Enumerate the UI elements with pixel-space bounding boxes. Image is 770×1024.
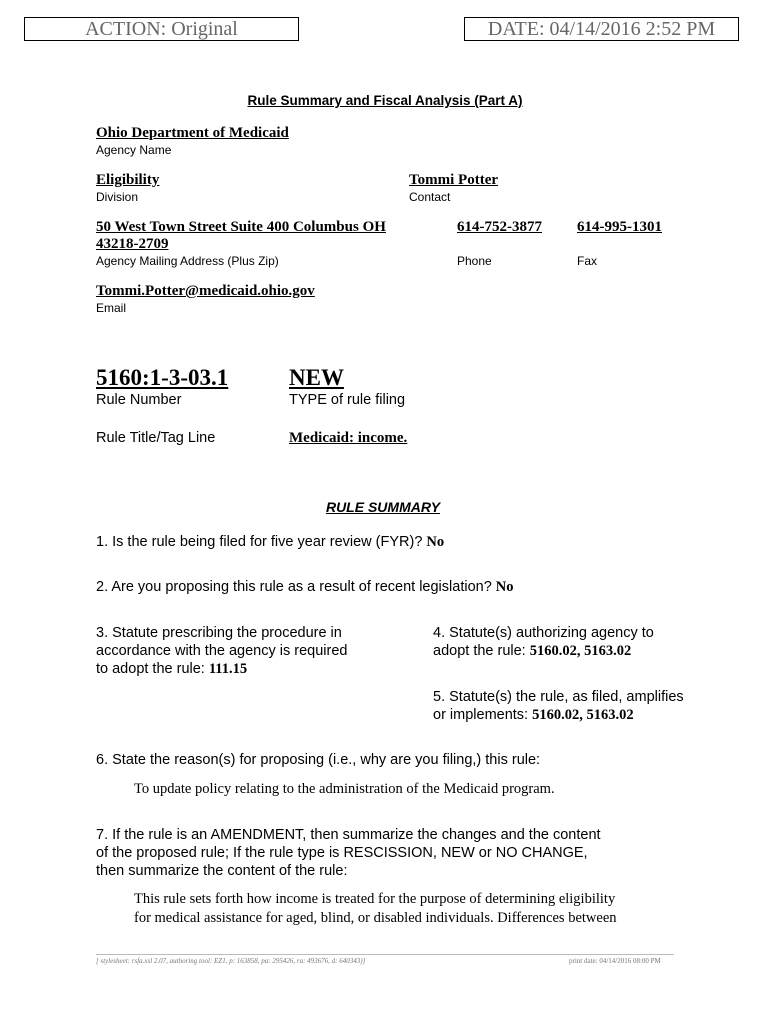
question-5-line2: or implements: xyxy=(433,707,529,723)
question-4 xyxy=(433,624,654,660)
agency-name-value: Ohio Department of Medicaid xyxy=(96,125,289,141)
answer-6: To update policy relating to the administration of the Medicaid program. xyxy=(134,781,555,797)
rule-summary-heading: RULE SUMMARY xyxy=(325,499,441,515)
answer-7-line1: This rule sets forth how income is treated for the purpose of determining eligibility xyxy=(134,891,616,907)
action-text: ACTION: Original xyxy=(85,18,238,40)
footer-left: [ stylesheet: rsfa.xsl 2.07, authoring tool: EZ1, p: 163858, pa: 295426, ra: 493676, d: 640343)] xyxy=(96,957,366,965)
agency-name-label: Agency Name xyxy=(96,143,172,157)
question-4-line2: adopt the rule: xyxy=(433,643,526,659)
rule-type-label: TYPE of rule filing xyxy=(289,392,406,408)
answer-4: 5160.02, 5163.02 xyxy=(529,643,632,659)
rule-title-label: Rule Title/Tag Line xyxy=(96,430,216,446)
answer-2: No xyxy=(495,579,514,595)
answer-3: 111.15 xyxy=(208,661,248,677)
fax-label: Fax xyxy=(577,254,598,268)
email-value: Tommi.Potter@medicaid.ohio.gov xyxy=(96,283,315,299)
question-5 xyxy=(433,688,684,724)
action-box xyxy=(24,17,299,41)
date-box xyxy=(464,17,739,41)
rule-type-value: NEW xyxy=(289,365,344,390)
question-3 xyxy=(96,624,347,678)
question-3-line3: to adopt the rule: xyxy=(96,661,205,677)
question-2-text: 2. Are you proposing this rule as a result of recent legislation? xyxy=(96,579,492,595)
answer-7-line2: for medical assistance for aged, blind, or disabled individuals. Differences between xyxy=(134,910,617,926)
question-7-line2: of the proposed rule; If the rule type is RESCISSION, NEW or NO CHANGE, xyxy=(96,845,588,861)
division-value: Eligibility xyxy=(96,172,160,188)
question-2 xyxy=(96,578,514,596)
contact-value: Tommi Potter xyxy=(409,172,499,188)
question-5-line1: 5. Statute(s) the rule, as filed, amplifies xyxy=(433,689,684,705)
fax-value: 614-995-1301 xyxy=(577,219,662,235)
answer-7 xyxy=(134,890,617,928)
question-6: 6. State the reason(s) for proposing (i.e., why are you filing,) this rule: xyxy=(96,752,541,768)
footer-right: print date: 04/14/2016 08:00 PM xyxy=(569,957,661,965)
date-text: DATE: 04/14/2016 2:52 PM xyxy=(487,18,716,40)
address-label: Agency Mailing Address (Plus Zip) xyxy=(96,254,279,268)
question-1 xyxy=(96,533,444,551)
question-3-line1: 3. Statute prescribing the procedure in xyxy=(96,625,342,641)
answer-1: No xyxy=(426,534,445,550)
question-7-line1: 7. If the rule is an AMENDMENT, then summarize the changes and the content xyxy=(96,827,601,843)
email-label: Email xyxy=(96,301,127,315)
phone-label: Phone xyxy=(457,254,492,268)
division-label: Division xyxy=(96,190,139,204)
address-line1: 50 West Town Street Suite 400 Columbus OH xyxy=(96,219,386,235)
rule-number-value: 5160:1-3-03.1 xyxy=(96,365,229,390)
page-title: Rule Summary and Fiscal Analysis (Part A) xyxy=(247,93,523,108)
phone-value: 614-752-3877 xyxy=(457,219,542,235)
question-4-line1: 4. Statute(s) authorizing agency to xyxy=(433,625,654,641)
question-7-line3: then summarize the content of the rule: xyxy=(96,863,348,879)
question-7 xyxy=(96,826,601,880)
footer-rule xyxy=(96,954,674,955)
address-line2: 43218-2709 xyxy=(96,236,169,252)
answer-5: 5160.02, 5163.02 xyxy=(532,707,634,723)
question-3-line2: accordance with the agency is required xyxy=(96,643,348,659)
question-1-text: 1. Is the rule being filed for five year review (FYR)? xyxy=(96,534,423,550)
contact-label: Contact xyxy=(409,190,451,204)
rule-number-label: Rule Number xyxy=(96,392,182,408)
rule-title-value: Medicaid: income. xyxy=(289,430,408,446)
